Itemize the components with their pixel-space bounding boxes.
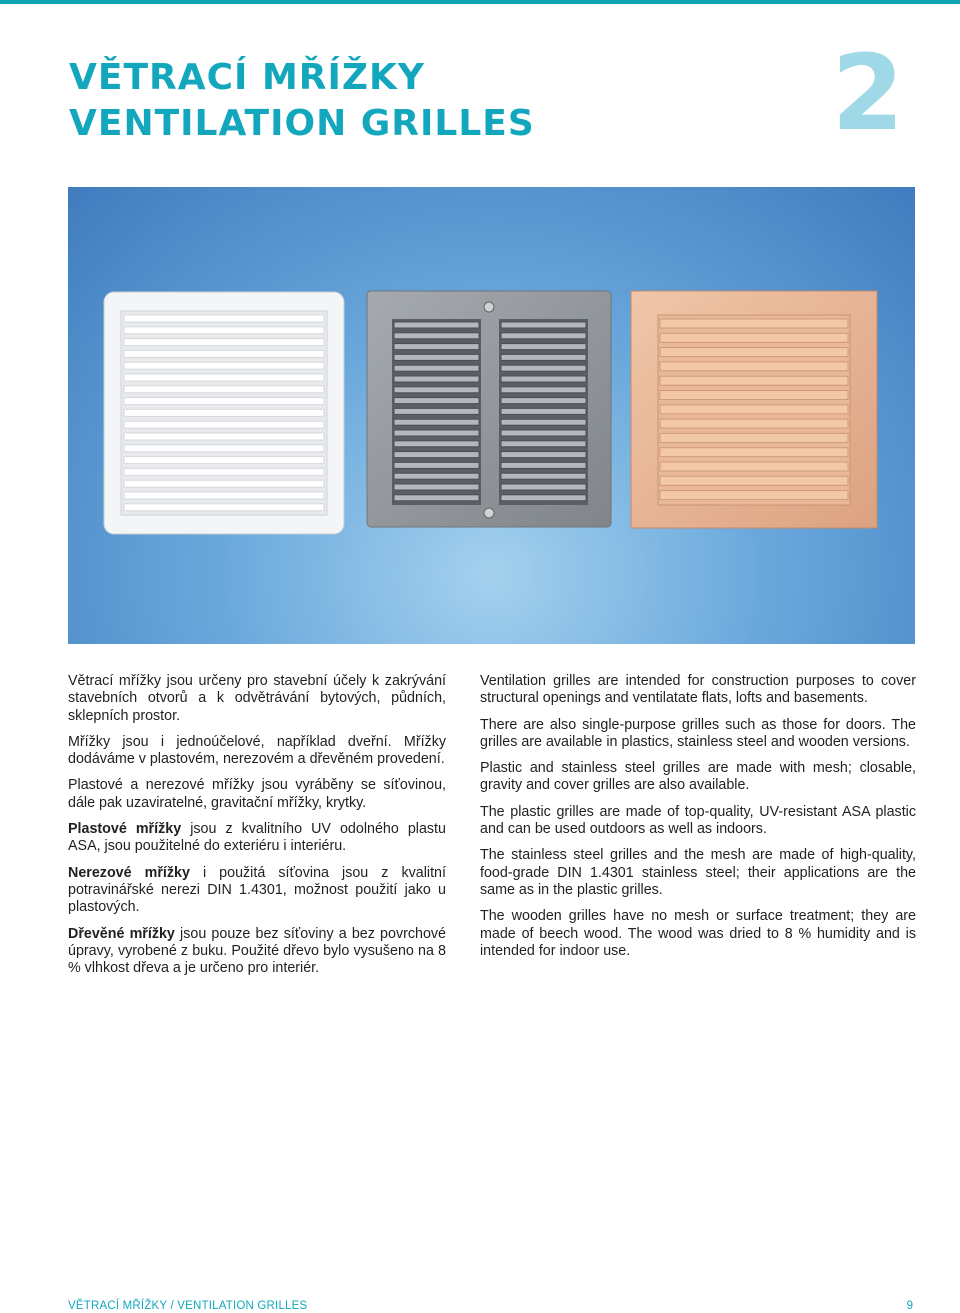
en-paragraph-3: Plastic and stainless steel grilles are made with mesh; closable, gravity and cover grilles are also available. <box>480 760 916 794</box>
steel-slat <box>501 333 586 339</box>
plastic-slat <box>124 421 324 428</box>
cz-paragraph-1: Větrací mřížky jsou určeny pro stavební účely k zakrývání stavebních otvorů a k odvětrávání bytových, půdních, sklepních prostor. <box>68 673 446 724</box>
steel-slat <box>501 408 586 414</box>
wood-slat <box>660 319 848 328</box>
plastic-slat <box>124 409 324 416</box>
wood-slat <box>660 362 848 371</box>
right-column-english <box>480 673 916 969</box>
plastic-slat <box>124 327 324 334</box>
plastic-slat <box>124 492 324 499</box>
steel-slat <box>501 344 586 350</box>
steel-slat <box>501 430 586 436</box>
page-title-cz: VĚTRACÍ MŘÍŽKY <box>69 57 425 98</box>
plastic-slat <box>124 398 324 405</box>
plastic-grille <box>104 292 344 534</box>
steel-slat <box>394 495 479 501</box>
cz-plastic-text: jsou z kvalitního UV odolného plastu ASA, jsou použitelné do exteriéru i interiéru. <box>68 821 446 855</box>
wood-slat <box>660 476 848 485</box>
page-number: 9 <box>906 1300 913 1312</box>
plastic-slat <box>124 433 324 440</box>
steel-slat <box>501 322 586 328</box>
wood-slat <box>660 419 848 428</box>
wood-slat <box>660 433 848 442</box>
steel-slat <box>501 495 586 501</box>
cz-wood-heading: Dřevěné mřížky <box>68 925 175 942</box>
cz-steel-text: i použitá síťovina jsou z kvalitní potravinářské nerezi DIN 1.4301, možnost použití jako u plastových. <box>68 864 446 916</box>
wood-slat <box>660 348 848 357</box>
en-paragraph-1: Ventilation grilles are intended for construction purposes to cover structural openings and ventilatate flats, lofts and basements. <box>480 673 916 707</box>
steel-slat <box>501 484 586 490</box>
wood-slat <box>660 448 848 457</box>
wood-slat <box>660 462 848 471</box>
steel-slat <box>394 441 479 447</box>
en-paragraph-2: There are also single-purpose grilles such as those for doors. The grilles are available in plastics, stainless steel and wooden versions. <box>480 716 916 750</box>
chapter-number: 2 <box>831 32 904 154</box>
cz-steel-heading: Nerezové mřížky <box>68 864 190 881</box>
top-accent-bar <box>0 0 960 4</box>
wooden-grille <box>631 291 877 528</box>
cz-paragraph-3: Plastové a nerezové mřížky jsou vyráběny se síťovinou, dále pak uzaviratelné, gravitační mřížky, krytky. <box>68 777 446 811</box>
steel-slat <box>394 484 479 490</box>
steel-slat <box>394 354 479 360</box>
plastic-slat <box>124 504 324 511</box>
page-title <box>69 55 535 147</box>
steel-slat <box>394 473 479 479</box>
cz-wood-text: jsou pouze bez síťoviny a bez povrchové úpravy, vyrobené z buku. Použité dřevo bylo vysušeno na 8 % vlhkost dřeva a je určeno pro interiér. <box>68 925 447 977</box>
wood-slat <box>660 491 848 500</box>
cz-paragraph-5 <box>68 865 446 917</box>
steel-slat <box>394 398 479 404</box>
plastic-slat <box>124 339 324 346</box>
plastic-slat <box>124 468 324 475</box>
left-column-czech <box>68 673 446 986</box>
cz-plastic-heading: Plastové mřížky <box>68 821 182 838</box>
plastic-slat <box>124 362 324 369</box>
plastic-slat <box>124 386 324 393</box>
steel-slat <box>501 376 586 382</box>
plastic-slat <box>124 315 324 322</box>
steel-slat <box>394 452 479 458</box>
wood-slat <box>660 333 848 342</box>
steel-slat <box>501 419 586 425</box>
cz-paragraph-2: Mřížky jsou i jednoúčelové, například dveřní. Mřížky dodáváme v plastovém, nerezovém a dřevěném provedení. <box>68 733 446 768</box>
steel-slat <box>394 462 479 468</box>
en-paragraph-6: The wooden grilles have no mesh or surface treatment; they are made of beech wood. The wood was dried to 8 % humidity and is intended for indoor use. <box>480 908 916 959</box>
product-photo <box>68 187 915 644</box>
steel-slat <box>501 398 586 404</box>
cz-paragraph-4 <box>68 821 446 856</box>
grilles-illustration <box>68 187 915 644</box>
steel-slat <box>501 354 586 360</box>
wood-slat <box>660 391 848 400</box>
steel-slat <box>394 365 479 371</box>
plastic-slat <box>124 350 324 357</box>
steel-slat <box>394 322 479 328</box>
steel-slat <box>501 387 586 393</box>
steel-grille <box>367 291 611 527</box>
plastic-slat <box>124 457 324 464</box>
wood-slat <box>660 405 848 414</box>
steel-slat <box>394 408 479 414</box>
en-paragraph-4: The plastic grilles are made of top-quality, UV-resistant ASA plastic and can be used outdoors as well as indoors. <box>480 803 916 838</box>
plastic-slat <box>124 480 324 487</box>
footer-title: VĚTRACÍ MŘÍŽKY / VENTILATION GRILLES <box>68 1300 308 1312</box>
steel-slat <box>394 387 479 393</box>
steel-slat <box>394 376 479 382</box>
steel-slat <box>394 344 479 350</box>
en-paragraph-5: The stainless steel grilles and the mesh are made of high-quality, food-grade DIN 1.4301 stainless steel; their applications are the same as in the plastic grilles. <box>480 847 916 898</box>
steel-slat <box>394 333 479 339</box>
plastic-slat <box>124 445 324 452</box>
steel-slat <box>501 365 586 371</box>
steel-slat <box>394 419 479 425</box>
steel-slat <box>501 441 586 447</box>
wood-slat <box>660 376 848 385</box>
steel-slat <box>501 473 586 479</box>
steel-slat <box>394 430 479 436</box>
cz-paragraph-6 <box>68 926 446 978</box>
plastic-slat <box>124 374 324 381</box>
steel-slat <box>501 452 586 458</box>
page-title-en: VENTILATION GRILLES <box>69 103 535 144</box>
steel-slat <box>501 462 586 468</box>
